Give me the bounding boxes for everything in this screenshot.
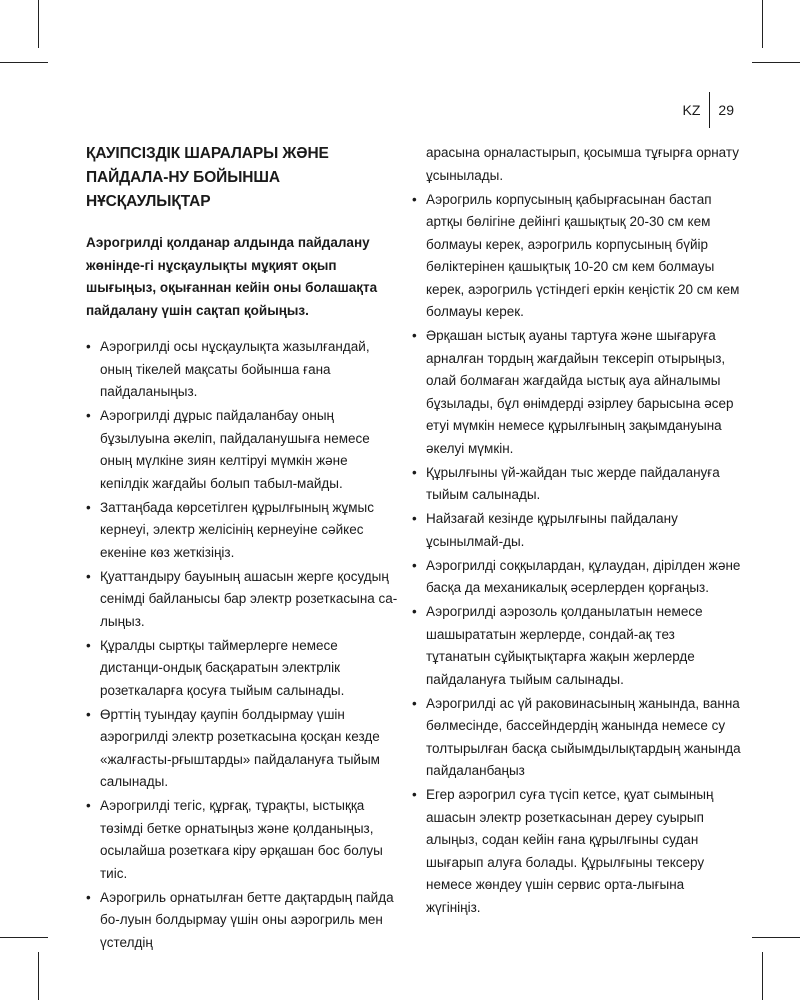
- list-item-text: Аэрогриль корпусының қабырғасынан бастап артқы бөлігіне дейінгі қашықтық 20-30 см кем болмауы керек, аэрогриль корпусының бүйір бөліктерінен қашықтық 10-20 см кем болмауы керек, аэрогриль үстіндегі еркін кеңістік 20 см кем болмауы керек.: [426, 191, 740, 319]
- bullet-icon: •: [86, 568, 91, 584]
- crop-mark: [38, 0, 39, 48]
- list-item-text: Құралды сыртқы таймерлерге немесе дистанци-ондық басқаратын электрлік розеткаларға қосуға тыйым салынады.: [100, 637, 345, 698]
- bullet-icon: •: [412, 604, 417, 619]
- list-item: [86, 704, 398, 794]
- list-item: [86, 887, 398, 955]
- list-item: [412, 601, 742, 691]
- section-title: ҚАУІПСІЗДІК ШАРАЛАРЫ ЖӘНЕ ПАЙДАЛА-НУ БОЙЫНША НҰСҚАУЛЫҚТАР: [86, 145, 329, 210]
- bullet-icon: •: [412, 328, 417, 343]
- intro-paragraph: Аэрогрилді қолданар алдында пайдалану жөнінде-гі нұсқаулықты мұқият оқып шығыңыз, оқығаннан кейін оны болашақта пайдалану үшін сақтап қойыңыз.: [86, 235, 378, 318]
- list-item-text: Аэрогрилді дұрыс пайдаланбау оның бұзылуына әкеліп, пайдаланушыға немесе оның мүлкіне зиян келтіруі мүмкін және кепілдік жағдайы болып табыл-майды.: [100, 408, 370, 491]
- list-item-continuation: арасына орналастырып, қосымша тұғырға орнату ұсынылады.: [426, 145, 739, 183]
- bullet-icon: •: [412, 511, 417, 526]
- bullet-icon: •: [86, 706, 91, 722]
- safety-list-left: [86, 336, 398, 954]
- list-item-text: Аэрогрилді осы нұсқаулықта жазылғандай, оның тікелей мақсаты бойынша ғана пайдаланыңыз.: [100, 339, 370, 399]
- list-item-text: Егер аэрогрил суға түсіп кетсе, қуат сымының ашасын электр розеткасынан дереу суырып алыңыз, содан кейін ғана құрылғыны судан шығарып алуға болады. Құрылғыны тексеру немесе жөндеу үшін сервис орта-лығына жүгініңіз.: [426, 787, 714, 915]
- list-item: [86, 497, 398, 565]
- crop-mark: [762, 952, 763, 1000]
- safety-list-right: [412, 189, 742, 920]
- page-header: [683, 92, 734, 128]
- list-item: [412, 784, 742, 919]
- language-code: KZ: [682, 102, 701, 118]
- bullet-icon: •: [412, 191, 417, 207]
- list-item-text: Заттаңбада көрсетілген құрылғының жұмыс кернеуі, электр желісінің кернеуіне сәйкес екеніне көз жеткізіңіз.: [100, 499, 374, 560]
- crop-mark: [0, 62, 48, 63]
- list-item: [412, 325, 742, 460]
- bullet-icon: •: [412, 557, 417, 573]
- crop-mark: [38, 952, 39, 1000]
- crop-mark: [762, 0, 763, 48]
- bullet-icon: •: [86, 889, 91, 905]
- left-column: [86, 142, 398, 956]
- list-item: [412, 508, 742, 553]
- list-item: [86, 405, 398, 495]
- bullet-icon: •: [412, 695, 417, 711]
- crop-mark: [752, 937, 800, 938]
- list-item-text: Аэрогрилді ас үй раковинасының жанында, ванна бөлмесінде, бассейндердің жанында немесе су толтырылған басқа сыйымдылықтардың жанында пайдаланбаңыз: [426, 695, 741, 778]
- list-item-text: Аэрогрилді тегіс, құрғақ, тұрақты, ыстыққа төзімді бетке орнатыңыз және қолданыңыз, осылайша розеткаға кіру әрқашан бос болуы тиіс.: [100, 798, 383, 881]
- crop-mark: [0, 937, 48, 938]
- list-item-text: Аэрогриль орнатылған бетте дақтардың пайда бо-луын болдырмау үшін оны аэрогриль мен үстелдің: [100, 889, 394, 950]
- list-item: [412, 189, 742, 324]
- bullet-icon: •: [86, 798, 91, 813]
- list-item: [86, 566, 398, 634]
- list-item-text: Қуаттандыру бауының ашасын жерге қосудың сенімді байланысы бар электр розеткасына са-лыңыз.: [100, 568, 398, 629]
- list-item-text: Әрқашан ыстық ауаны тартуға және шығаруға арналған тордың жағдайын тексеріп отырыңыз, олай болмаған жағдайда ыстық ауа айналымы бұзылады, бұл өнімдерді әзірлеу барысына әсер етуі мүмкін немесе құрылғының зақымдануына әкелуі мүмкін.: [426, 328, 734, 456]
- page-number: 29: [718, 102, 734, 118]
- list-item-text: Құрылғыны үй-жайдан тыс жерде пайдалануға тыйым салынады.: [426, 464, 720, 502]
- bullet-icon: •: [86, 499, 91, 515]
- bullet-icon: •: [86, 339, 91, 354]
- list-item: [86, 795, 398, 885]
- list-item: [412, 693, 742, 783]
- list-item-text: Аэрогрилді соққылардан, құлаудан, дірілден және басқа да механикалық әсерлерден қорғаңыз.: [426, 557, 741, 595]
- list-item-text: Найзағай кезінде құрылғыны пайдалану ұсынылмай-ды.: [426, 511, 678, 549]
- list-item: [412, 555, 742, 600]
- bullet-icon: •: [412, 787, 417, 802]
- list-item: [86, 336, 398, 404]
- bullet-icon: •: [86, 637, 91, 653]
- bullet-icon: •: [412, 464, 417, 480]
- crop-mark: [752, 62, 800, 63]
- list-item: [86, 635, 398, 703]
- list-item: [412, 462, 742, 507]
- list-item-text: Аэрогрилді аэрозоль қолданылатын немесе шашырататын жерлерде, сондай-ақ тез тұтанатын сұйықтықтарға жақын жерлерде пайдалануға тыйым салынады.: [426, 604, 703, 687]
- bullet-icon: •: [86, 408, 91, 423]
- header-divider: [709, 92, 710, 128]
- right-column: [412, 142, 742, 921]
- list-item-text: Өрттің туындау қаупін болдырмау үшін аэрогрилді электр розеткасына қосқан кезде «жалғасты-рғыштарды» пайдалануға тыйым салынады.: [100, 706, 380, 789]
